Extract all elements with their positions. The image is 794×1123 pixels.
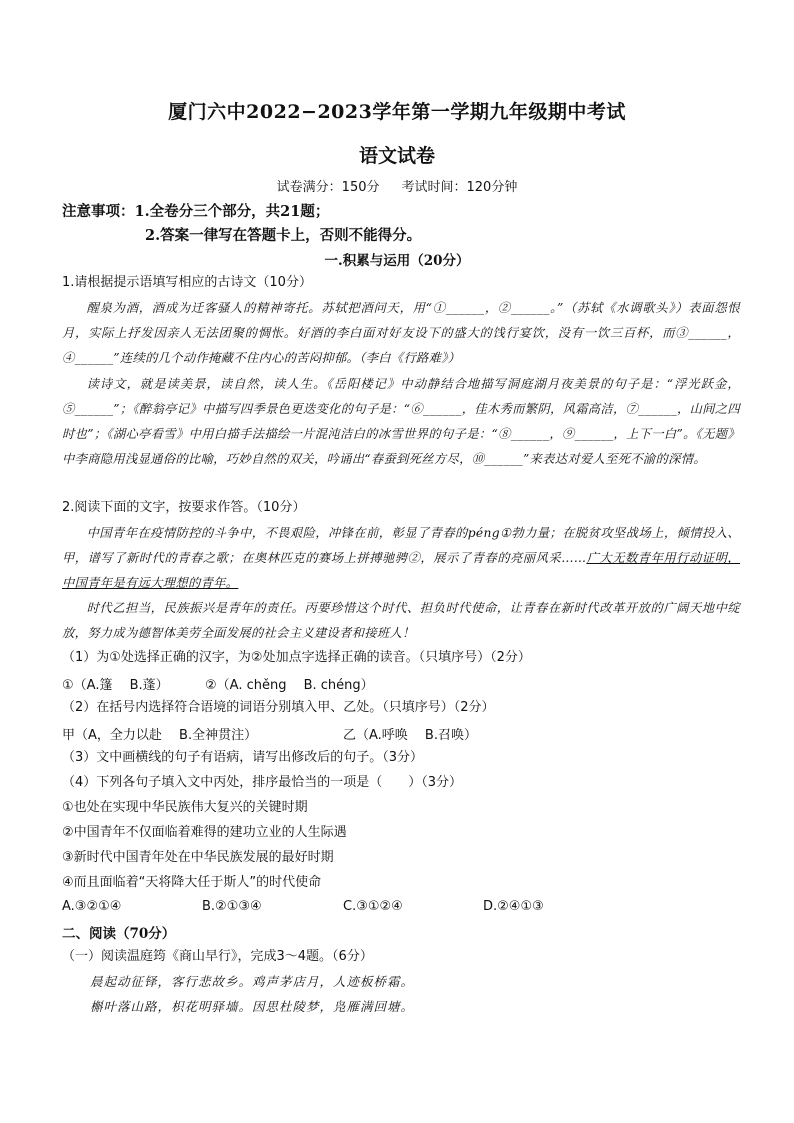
q2-item-2: ②中国青年不仅面临着难得的建功立业的人生际遇 <box>62 825 347 840</box>
choice-a: A.③②①④ <box>62 899 122 914</box>
q1-paragraph-2: 读诗文，就是读美景，读自然，读人生。《岳阳楼记》中动静结合地描写洞庭湖月夜美景的句子是：“浮光跃金，⑤______”；《醉翁亭记》中描写四季景色更迭变化的句子是：“⑥______，佳木秀而繁阴，风霜高洁，⑦______，山间之四时也”；《湖心亭看雪》中用白描手法描绘一片混沌洁白的冰雪世界的句子是：“⑧______，⑨______，上下一白”。《无题》中李商隐用浅显通俗的比喻，巧妙自然的双关，吟诵出“春蚕到死丝方尽，⑩______”来表达对爱人至死不渝的深情。 <box>62 377 740 466</box>
exam-subtitle: 语文试卷 <box>358 145 435 167</box>
notice-line-2: 2.答案一律写在答题卡上，否则不能得分。 <box>145 227 422 244</box>
poem-line-2: 槲叶落山路，枳花明驿墙。因思杜陵梦，凫雁满回塘。 <box>90 999 415 1014</box>
q2-sub1: （1）为①处选择正确的汉字，为②处加点字选择正确的读音。（只填序号）（2分） <box>62 650 531 665</box>
exam-meta <box>0 176 794 195</box>
q2-paragraph-2: 时代乙担当，民族振兴是青年的责任。丙要珍惜这个时代、担负时代使命，让青春在新时代改革开放的广阔天地中绽放，努力成为德智体美劳全面发展的社会主义建设者和接班人！ <box>62 601 740 640</box>
choice-c: C.③①②④ <box>343 899 403 914</box>
choice-b: B.②①③④ <box>202 899 262 914</box>
section-2-sub: （一）阅读温庭筠《商山早行》，完成3～4题。（6分） <box>62 949 373 964</box>
q2-item-3: ③新时代中国青年处在中华民族发展的最好时期 <box>62 850 334 865</box>
q2-underlined-sentence: 广大无数青年用行动证明，中国青年是有远大理想的青年。 <box>62 551 740 590</box>
q2-item-1: ①也处在实现中华民族伟大复兴的关键时期 <box>62 800 308 815</box>
q2-sub4: （4）下列各句子填入文中丙处，排序最恰当的一项是（ ）（3分） <box>62 775 463 790</box>
q2-sub1-option-2: ②（A. chěng B. chéng） <box>205 678 374 693</box>
q2-sub2: （2）在括号内选择符合语境的词语分别填入甲、乙处。（只填序号）（2分） <box>62 700 495 715</box>
choice-d: D.②④①③ <box>483 899 544 914</box>
exam-time: 考试时间：120分钟 <box>401 180 518 195</box>
notice-line-1: 注意事项：1.全卷分三个部分，共21题； <box>62 203 330 220</box>
q1-paragraph-1: 醒泉为酒，酒成为迁客骚人的精神寄托。苏轼把酒问天，用“①______，②______。”（苏轼《水调歌头》）表面怨恨月，实际上抒发因亲人无法团聚的惆怅。好酒的李白面对好友设下的盛大的饯行宴饮，没有一饮三百杯，而③______，④______”连续的几个动作掩藏不住内心的苦闷抑郁。（李白《行路难》） <box>62 301 740 365</box>
full-score: 试卷满分：150分 <box>276 180 380 195</box>
section-2-title: 二、阅读（70分） <box>62 926 176 942</box>
q1-stem: 1.请根据提示语填写相应的古诗文（10分） <box>62 275 312 290</box>
exam-title: 厦门六中2022−2023学年第一学期九年级期中考试 <box>168 101 626 123</box>
q2-stem: 2.阅读下面的文字，按要求作答。（10分） <box>62 500 306 515</box>
q2-sub2-option-2: 乙（A.呼唤 B.召唤） <box>343 728 477 743</box>
poem-line-1: 晨起动征铎，客行悲故乡。鸡声茅店月，人迹板桥霜。 <box>90 974 415 989</box>
q2-item-4: ④而且面临着“天将降大任于斯人”的时代使命 <box>62 875 322 890</box>
q2-paragraph-1 <box>62 521 740 596</box>
q2-paragraph-1-text: 中国青年在疫情防控的斗争中，不畏艰险，冲锋在前，彰显了青春的péng①勃力量；在脱贫攻坚战场上，倾情投入、甲，谱写了新时代的青春之歌；在奥林匹克的赛场上拼搏驰骋②，展示了青春的亮丽风采…… <box>62 526 740 565</box>
q2-sub1-option-1: ①（A.篷 B.蓬） <box>62 678 169 693</box>
section-1-title: 一.积累与运用（20分） <box>324 253 470 269</box>
q2-sub2-option-1: 甲（A，全力以赴 B.全神贯注） <box>62 728 258 743</box>
q2-sub3: （3）文中画横线的句子有语病，请写出修改后的句子。（3分） <box>62 750 424 765</box>
